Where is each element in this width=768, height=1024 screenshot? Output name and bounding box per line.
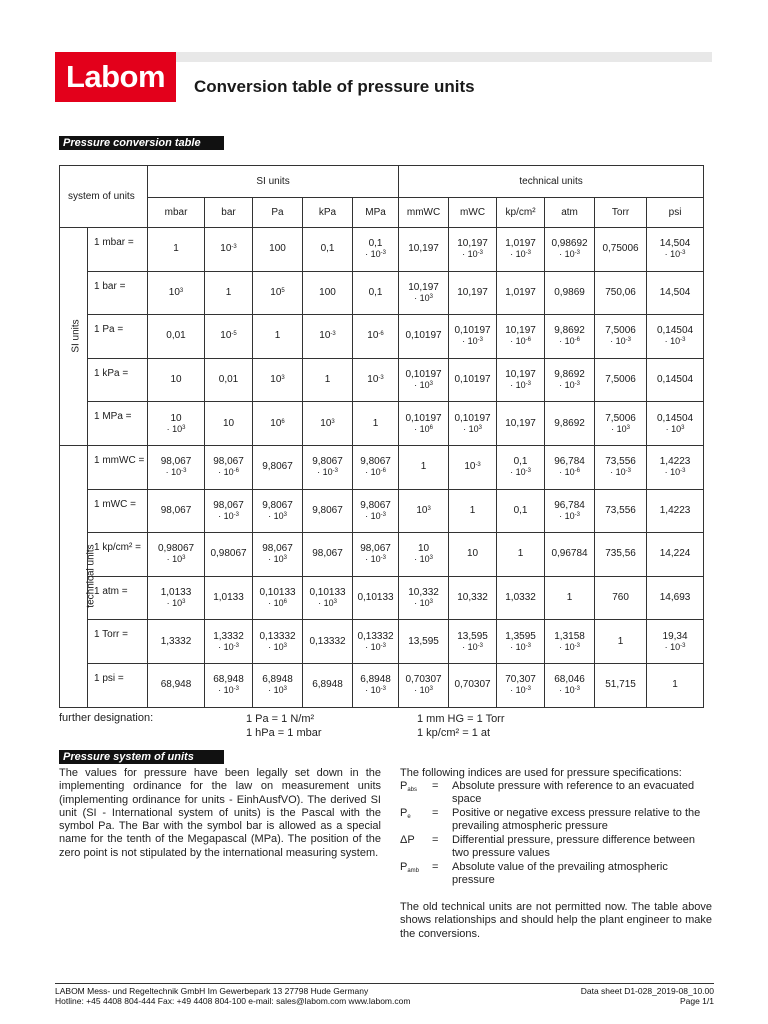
table-cell: 0,1 [303,228,353,272]
table-cell: 100 [253,228,303,272]
row-label: 1 kp/cm² = [88,533,148,577]
table-cell: 1,0197 · $10^{-3}$ [497,228,545,272]
closing-note: The old technical units are not permitted now. The table above shows relationships and should help the plant engineer to make the conversions. [400,901,712,940]
table-cell: 1,4223 [647,489,704,533]
table-cell: 0,10133 · $10^6$ [253,576,303,620]
table-cell: 9,8067 [303,489,353,533]
table-cell: 10,332 [449,576,497,620]
header-bar [176,52,712,62]
table-cell: $10^5$ [253,271,303,315]
table-cell: $10^{-3}$ [303,315,353,359]
index-item [400,807,712,833]
table-cell: 750,06 [595,271,647,315]
table-cell: 1 [205,271,253,315]
table-cell: 10 [205,402,253,446]
index-description: Differential pressure, pressure difference between two pressure values [452,834,695,860]
corner-label: system of units [60,166,148,228]
table-cell: 14,224 [647,533,704,577]
table-cell: 10 · $10^3$ [148,402,205,446]
footer-address: LABOM Mess- und Regeltechnik GmbH Im Gewerbepark 13 27798 Hude Germany [55,986,369,996]
si-units-group-label [60,228,88,446]
table-cell: 98,067 · $10^3$ [253,533,303,577]
table-cell: 6,8948 [303,663,353,707]
table-cell: 760 [595,576,647,620]
table-cell: $10^3$ [148,271,205,315]
table-cell: 6,8948 · $10^3$ [253,663,303,707]
column-header: psi [647,198,704,228]
table-row [60,358,704,402]
table-cell: 0,14504 [647,358,704,402]
table-cell: 0,98067 [205,533,253,577]
table-cell: $10^3$ [253,358,303,402]
table-cell: 10,332 · $10^3$ [399,576,449,620]
table-row [60,576,704,620]
table-cell: $10^{-6}$ [353,315,399,359]
index-symbol: $P_e$ [400,807,411,820]
table-cell: 98,067 [303,533,353,577]
table-cell: 73,556 [595,489,647,533]
table-cell: 96,784 · $10^{-3}$ [545,489,595,533]
table-cell: 0,14504 · $10^3$ [647,402,704,446]
table-cell: 10 [449,533,497,577]
table-cell: 9,8692 · $10^{-6}$ [545,315,595,359]
table-cell: 0,98067 · $10^3$ [148,533,205,577]
table-cell: 1 [497,533,545,577]
index-item [400,780,712,806]
row-label: 1 mmWC = [88,445,148,489]
table-cell: 0,13332 [303,620,353,664]
index-description: Absolute pressure with reference to an evacuated space [452,780,695,806]
table-cell: 14,504 [647,271,704,315]
further-designation-col1 [246,712,322,740]
table-cell: 9,8067 [253,445,303,489]
row-label: 1 Torr = [88,620,148,664]
table-cell: 0,10133 · $10^3$ [303,576,353,620]
table-cell: 10 · $10^3$ [399,533,449,577]
table-row [60,663,704,707]
table-cell: $10^3$ [399,489,449,533]
si-units-header: SI units [148,166,399,198]
table-cell: 0,10197 · $10^6$ [399,402,449,446]
table-cell: 0,70307 · $10^3$ [399,663,449,707]
table-cell: 0,10197 · $10^3$ [399,358,449,402]
table-cell: 1 [253,315,303,359]
table-cell: 10 [148,358,205,402]
table-cell: 10,197 [449,271,497,315]
table-cell: 9,8067 · $10^{-6}$ [353,445,399,489]
further-designation-item: 1 mm HG = 1 Torr [417,713,505,725]
table-row [60,620,704,664]
table-row [60,445,704,489]
table-cell: 7,5006 · $10^3$ [595,402,647,446]
table-cell: 100 [303,271,353,315]
further-designation-label: further designation: [59,712,154,724]
table-cell: 0,10197 · $10^{-3}$ [449,315,497,359]
table-cell: 10,197 [399,228,449,272]
table-cell: 1,4223 · $10^{-3}$ [647,445,704,489]
table-cell: 1,3332 · $10^{-3}$ [205,620,253,664]
table-cell: 0,1 · $10^{-3}$ [353,228,399,272]
table-cell: 9,8067 · $10^{-3}$ [353,489,399,533]
table-cell: 10,197 · $10^{-6}$ [497,315,545,359]
row-label: 1 mbar = [88,228,148,272]
table-cell: $10^{-3}$ [353,358,399,402]
index-description: Absolute value of the prevailing atmospheric pressure [452,861,668,887]
conversion-table [59,165,704,708]
table-cell: 1 [399,445,449,489]
table-cell: 0,1 · $10^{-3}$ [497,445,545,489]
table-cell: 14,693 [647,576,704,620]
table-cell: 73,556 · $10^{-3}$ [595,445,647,489]
table-cell: 13,595 · $10^{-3}$ [449,620,497,664]
index-item [400,834,712,860]
group-label-text: technical units [85,544,97,608]
table-cell: $10^{-5}$ [205,315,253,359]
table-row [60,228,704,272]
table-cell: 1,3595 · $10^{-3}$ [497,620,545,664]
table-cell: 10,197 · $10^{-3}$ [497,358,545,402]
table-cell: 1,3332 [148,620,205,664]
table-cell: 0,01 [205,358,253,402]
table-cell: 1 [545,576,595,620]
table-cell: 1 [148,228,205,272]
column-header: MPa [353,198,399,228]
index-symbol: $P_{amb}$ [400,861,420,874]
further-designation-item: 1 hPa = 1 mbar [246,727,322,739]
index-equals: = [432,861,439,873]
row-label: 1 psi = [88,663,148,707]
page-title: Conversion table of pressure units [194,77,475,96]
table-cell: 1 [303,358,353,402]
table-cell: 1 [647,663,704,707]
column-header: mmWC [399,198,449,228]
index-description: Positive or negative excess pressure relative to the prevailing atmospheric pressure [452,807,701,833]
column-header: Pa [253,198,303,228]
table-row [60,315,704,359]
table-cell: 0,13332 · $10^{-3}$ [353,620,399,664]
table-cell: 0,9869 [545,271,595,315]
column-header: kp/cm² [497,198,545,228]
table-cell: 98,067 [148,489,205,533]
table-cell: 1,0332 [497,576,545,620]
table-cell: 9,8067 · $10^{-3}$ [303,445,353,489]
system-description: The values for pressure have been legally set down in the implementing ordinance for the law on measurement units (implementing ordinance for units - EinhAusfVO). The derived SI unit (SI - International system of units) is the Pascal with the symbol Pa. The Bar with the symbol bar is allowed as a special name for the tenth of the Megapascal (MPa). The position of the zero point is not stipulated by the international measuring system. [59,767,381,859]
table-cell: 0,1 [497,489,545,533]
table-cell: 0,75006 [595,228,647,272]
table-cell: 13,595 [399,620,449,664]
table-cell: 1 [449,489,497,533]
table-cell: 0,70307 [449,663,497,707]
section-label-system: Pressure system of units [59,750,224,764]
table-cell: 6,8948 · $10^{-3}$ [353,663,399,707]
table-cell: 0,98692 · $10^{-3}$ [545,228,595,272]
table-row [60,489,704,533]
index-equals: = [432,807,439,819]
table-cell: 96,784 · $10^{-6}$ [545,445,595,489]
table-cell: 9,8692 [545,402,595,446]
column-header: Torr [595,198,647,228]
row-label: 1 MPa = [88,402,148,446]
table-cell: 0,13332 · $10^3$ [253,620,303,664]
table-cell: 0,96784 [545,533,595,577]
table-cell: 0,10133 [353,576,399,620]
footer-datasheet: Data sheet D1-028_2019-08_10.00 [580,986,714,996]
table-cell: 7,5006 · $10^{-3}$ [595,315,647,359]
table-cell: $10^6$ [253,402,303,446]
table-row [60,271,704,315]
group-label-text: SI units [70,319,82,354]
row-label: 1 bar = [88,271,148,315]
table-cell: 98,067 · $10^{-3}$ [353,533,399,577]
table-cell: 0,10197 · $10^3$ [449,402,497,446]
table-cell: 19,34 · $10^{-3}$ [647,620,704,664]
table-cell: 0,10197 [399,315,449,359]
further-designation-item: 1 kp/cm² = 1 at [417,727,491,739]
table-cell: 14,504 · $10^{-3}$ [647,228,704,272]
row-label: 1 mWC = [88,489,148,533]
table-cell: 70,307 · $10^{-3}$ [497,663,545,707]
row-label: 1 kPa = [88,358,148,402]
table-cell: 68,046 · $10^{-3}$ [545,663,595,707]
index-symbol: ΔP [400,834,415,846]
column-header: kPa [303,198,353,228]
table-cell: 10,197 · $10^3$ [399,271,449,315]
table-cell: $10^{-3}$ [449,445,497,489]
table-cell: 0,10197 [449,358,497,402]
table-cell: 1,0197 [497,271,545,315]
table-cell: 1 [595,620,647,664]
table-cell: $10^3$ [303,402,353,446]
indices-intro: The following indices are used for pressure specifications: [400,767,682,779]
table-cell: 1,0133 [205,576,253,620]
table-cell: 98,067 · $10^{-6}$ [205,445,253,489]
further-designation-item: 1 Pa = 1 N/m² [246,713,315,725]
table-cell: 0,14504 · $10^{-3}$ [647,315,704,359]
technical-units-group-label [60,445,97,707]
index-equals: = [432,834,439,846]
table-cell: 98,067 · $10^{-3}$ [205,489,253,533]
footer-divider [55,983,714,984]
column-header: atm [545,198,595,228]
table-cell: 10,197 [497,402,545,446]
table-cell: 9,8692 · $10^{-3}$ [545,358,595,402]
table-cell: 10,197 · $10^{-3}$ [449,228,497,272]
table-cell: 1 [353,402,399,446]
column-header: bar [205,198,253,228]
footer-page: Page 1/1 [679,996,714,1006]
table-cell: $10^{-3}$ [205,228,253,272]
column-header: mWC [449,198,497,228]
table-cell: 735,56 [595,533,647,577]
further-designation-col2 [417,712,505,740]
table-cell: 1,0133 · $10^3$ [148,576,205,620]
index-equals: = [432,780,439,792]
footer-contact: Hotline: +45 4408 804-444 Fax: +49 4408 804-100 e-mail: sales@labom.com www.labom.com [55,996,411,1006]
index-symbol: $P_{abs}$ [400,780,418,793]
table-cell: 7,5006 [595,358,647,402]
table-cell: 98,067 · $10^{-3}$ [148,445,205,489]
column-header: mbar [148,198,205,228]
table-row [60,402,704,446]
technical-units-header: technical units [399,166,704,198]
labom-logo: Labom [55,52,176,102]
table-cell: 9,8067 · $10^3$ [253,489,303,533]
conversion-table-wrapper [59,165,703,708]
row-label: 1 Pa = [88,315,148,359]
index-item [400,861,712,887]
table-cell: 68,948 [148,663,205,707]
table-cell: 68,948 · $10^{-3}$ [205,663,253,707]
row-label: 1 atm = [88,576,148,620]
table-cell: 0,1 [353,271,399,315]
table-cell: 0,01 [148,315,205,359]
table-cell: 51,715 [595,663,647,707]
table-row [60,533,704,577]
table-cell: 1,3158 · $10^{-3}$ [545,620,595,664]
section-label-conversion: Pressure conversion table [59,136,224,150]
